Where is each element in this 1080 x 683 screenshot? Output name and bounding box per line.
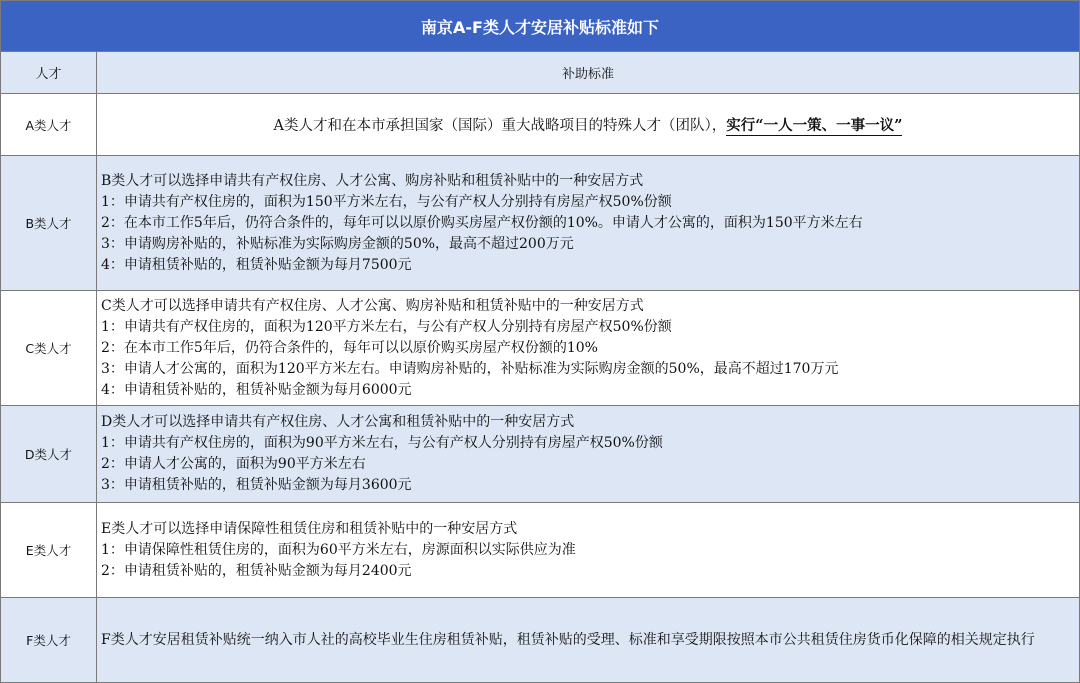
standard-d-line: 2：申请人才公寓的，面积为90平方米左右 — [101, 456, 366, 472]
table-title: 南京A-F类人才安居补贴标准如下 — [1, 1, 1080, 52]
table-row-e — [1, 503, 1080, 598]
table-row-f — [1, 598, 1080, 683]
standard-c-line: 2：在本市工作5年后，仍符合条件的，每年可以以原价购买房屋产权份额的10% — [101, 339, 598, 356]
standard-d-line: 3：申请租赁补贴的，租赁补贴金额为每月3600元 — [101, 477, 412, 493]
standard-d-line: 1：申请共有产权住房的，面积为90平方米左右，与公有产权人分别持有房屋产权50%份额 — [101, 435, 663, 451]
standard-e-line: 2：申请租赁补贴的，租赁补贴金额为每月2400元 — [101, 562, 412, 579]
category-e: E类人才 — [1, 503, 97, 598]
table-row-b — [1, 156, 1080, 291]
header-row — [1, 52, 1080, 94]
category-c: C类人才 — [1, 291, 97, 406]
standard-d-line: D类人才可以选择申请共有产权住房、人才公寓和租赁补贴中的一种安居方式 — [101, 414, 575, 430]
title-row — [1, 1, 1080, 52]
category-b: B类人才 — [1, 156, 97, 291]
standard-b-line: 2：在本市工作5年后，仍符合条件的，每年可以以原价购买房屋产权份额的10%。申请人才公寓的，面积为150平方米左右 — [101, 214, 863, 231]
standard-a-emphasis: 实行“一人一策、一事一议” — [726, 117, 903, 134]
standard-a-text: A类人才和在本市承担国家（国际）重大战略项目的特殊人才（团队）， — [273, 118, 727, 134]
standard-e — [97, 503, 1080, 598]
table-row-a — [1, 94, 1080, 156]
category-d: D类人才 — [1, 406, 97, 503]
standard-e-line: E类人才可以选择申请保障性租赁住房和租赁补贴中的一种安居方式 — [101, 520, 518, 537]
standard-b — [97, 156, 1080, 291]
standard-b-line: 4：申请租赁补贴的，租赁补贴金额为每月7500元 — [101, 256, 412, 273]
header-subsidy-standard: 补助标准 — [97, 52, 1080, 94]
standard-d — [97, 406, 1080, 503]
standard-c-line: 1：申请共有产权住房的，面积为120平方米左右，与公有产权人分别持有房屋产权50%份额 — [101, 318, 672, 335]
standard-b-line: 3：申请购房补贴的，补贴标准为实际购房金额的50%，最高不超过200万元 — [101, 235, 574, 252]
standard-c-line: 3：申请人才公寓的，面积为120平方米左右。申请购房补贴的，补贴标准为实际购房金额的50%，最高不超过170万元 — [101, 360, 839, 377]
standard-b-line: 1：申请共有产权住房的，面积为150平方米左右，与公有产权人分别持有房屋产权50%份额 — [101, 193, 672, 210]
standard-e-line: 1：申请保障性租赁住房的，面积为60平方米左右，房源面积以实际供应为准 — [101, 541, 576, 558]
standard-c-line: C类人才可以选择申请共有产权住房、人才公寓、购房补贴和租赁补贴中的一种安居方式 — [101, 297, 644, 314]
table-row-c — [1, 291, 1080, 406]
standard-f: F类人才安居租赁补贴统一纳入市人社的高校毕业生住房租赁补贴，租赁补贴的受理、标准和享受期限按照本市公共租赁住房货币化保障的相关规定执行 — [97, 598, 1080, 683]
category-f: F类人才 — [1, 598, 97, 683]
standard-c — [97, 291, 1080, 406]
header-talent: 人才 — [1, 52, 97, 94]
table-row-d — [1, 406, 1080, 503]
standard-b-line: B类人才可以选择申请共有产权住房、人才公寓、购房补贴和租赁补贴中的一种安居方式 — [101, 172, 644, 189]
category-a: A类人才 — [1, 94, 97, 156]
standard-a — [97, 94, 1080, 156]
standard-c-line: 4：申请租赁补贴的，租赁补贴金额为每月6000元 — [101, 381, 412, 398]
